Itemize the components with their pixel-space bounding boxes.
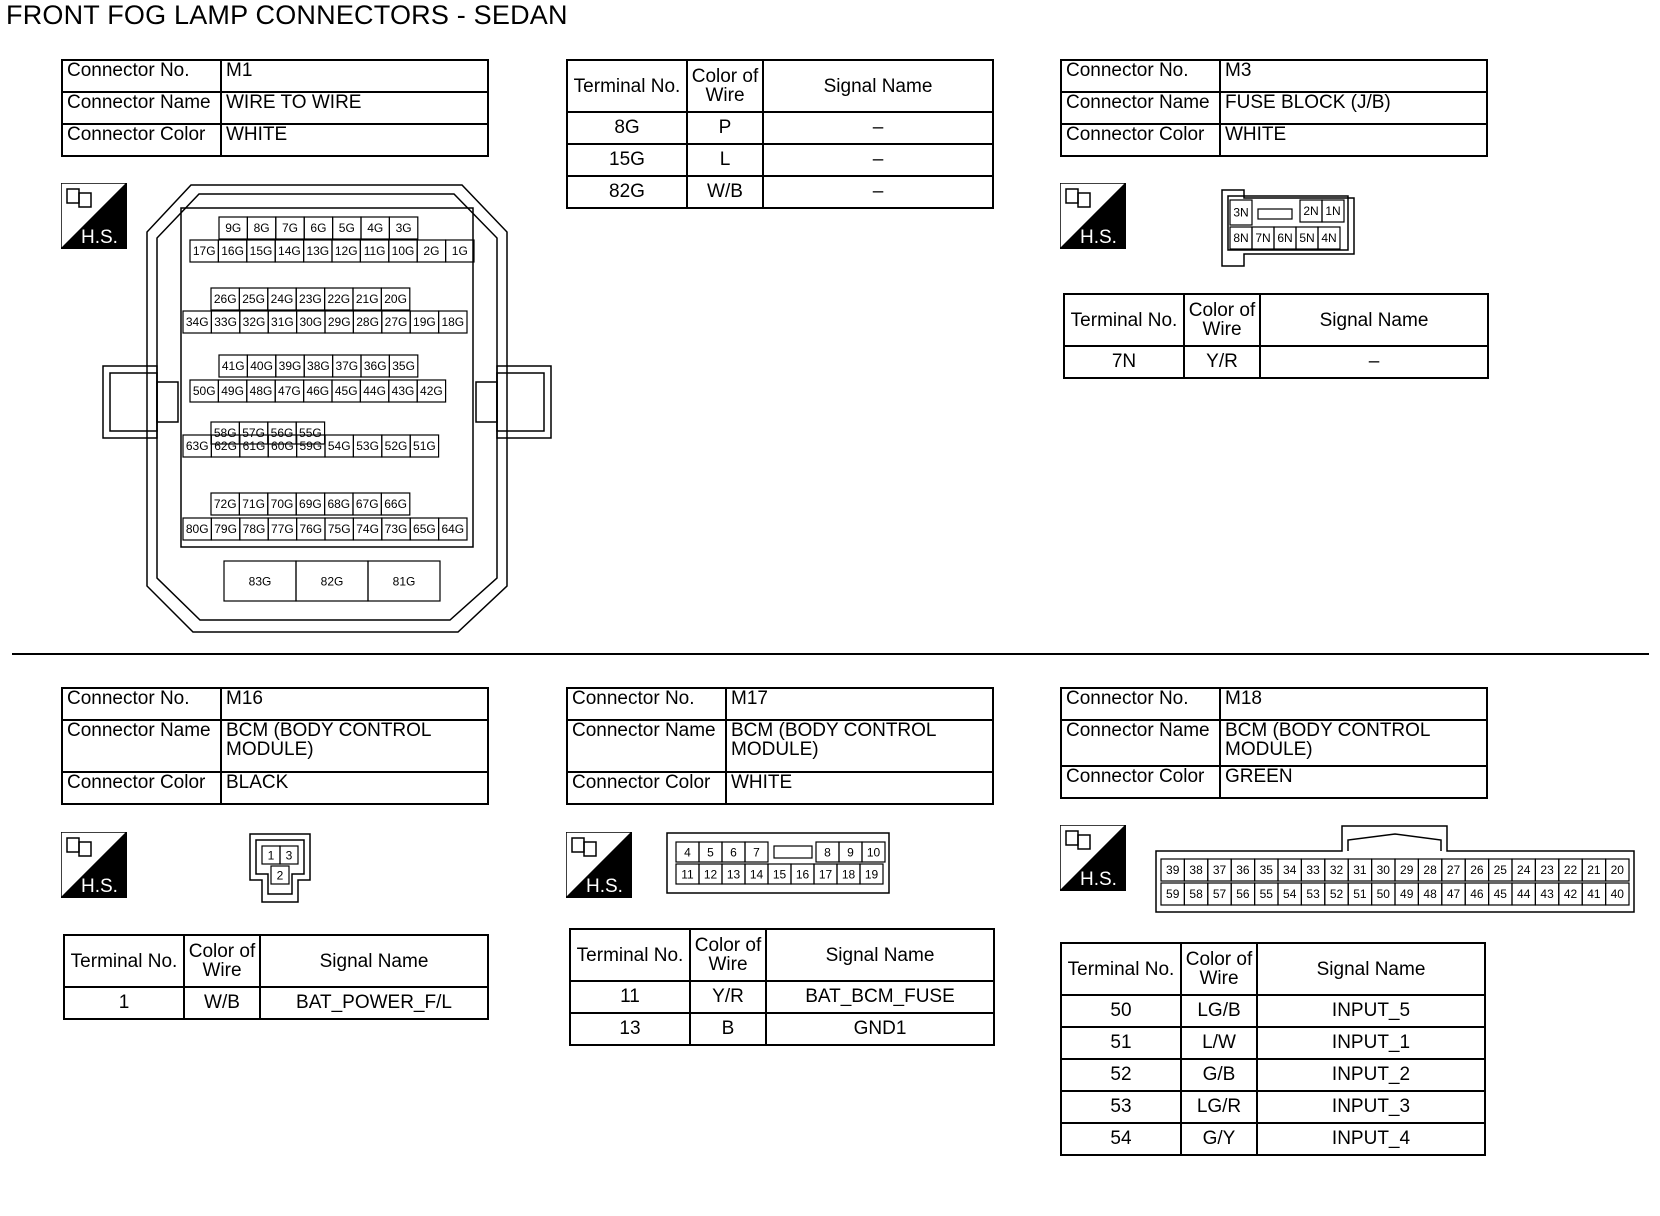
pin-label: 18G xyxy=(441,314,465,329)
pin-label: 46 xyxy=(1470,886,1484,901)
pin-label: 35 xyxy=(1259,862,1273,877)
terminal-cell: 50 xyxy=(1061,995,1181,1027)
pin-label: 21 xyxy=(1587,862,1601,877)
pin-label: 27 xyxy=(1446,862,1461,877)
header-terminal-no: Terminal No. xyxy=(1064,294,1184,346)
m17-info-table xyxy=(566,687,994,805)
hs-label: H.S. xyxy=(1080,869,1117,890)
pin-label: 52G xyxy=(384,438,408,453)
pin-label: 18 xyxy=(841,867,856,882)
pin-label: 32 xyxy=(1329,862,1344,877)
pin-label: 20 xyxy=(1610,862,1624,877)
pin-label: 51 xyxy=(1353,886,1367,901)
pin-label: 6G xyxy=(310,220,327,235)
pin-label: 3N xyxy=(1233,205,1249,220)
pin-label: 7G xyxy=(281,220,299,235)
label-connector-name: Connector Name xyxy=(1061,720,1220,766)
m17-connector-color: WHITE xyxy=(726,772,993,804)
pin-label: 43 xyxy=(1540,886,1554,901)
wire-color-cell: L xyxy=(687,144,763,176)
table-row xyxy=(570,981,994,1013)
pin-label: 40 xyxy=(1610,886,1624,901)
m18-hs-icon xyxy=(1060,825,1126,891)
terminal-cell: 1 xyxy=(64,987,184,1019)
hs-label: H.S. xyxy=(81,876,118,897)
pin-label: 28 xyxy=(1423,862,1437,877)
pin-label: 13 xyxy=(726,867,741,882)
m17-connector-face xyxy=(666,832,890,894)
m16-connector-face xyxy=(248,832,312,904)
pin-label: 78G xyxy=(242,521,266,536)
terminal-cell: 8G xyxy=(567,112,687,144)
pin-label: 58 xyxy=(1189,886,1203,901)
table-row xyxy=(1061,1091,1485,1123)
header-signal-name: Signal Name xyxy=(260,935,488,987)
header-terminal-no: Terminal No. xyxy=(1061,943,1181,995)
m3-connector-color: WHITE xyxy=(1220,124,1487,156)
pin-label: 14 xyxy=(749,867,764,882)
label-connector-no: Connector No. xyxy=(567,688,726,720)
pin-label: 23 xyxy=(1540,862,1554,877)
hs-label: H.S. xyxy=(81,227,118,248)
pin-label: 38G xyxy=(307,358,330,373)
pin-label: 59G xyxy=(299,438,323,453)
pin-label: 62G xyxy=(214,438,237,453)
pin-label: 1G xyxy=(451,243,468,258)
pin-label: 42G xyxy=(420,383,443,398)
pin-label: 15 xyxy=(772,867,787,882)
pin-label: 63G xyxy=(185,438,209,453)
wire-color-cell: Y/R xyxy=(690,981,766,1013)
m17-connector-no: M17 xyxy=(726,688,993,720)
pin-label: 11 xyxy=(681,867,694,882)
pin-label: 8 xyxy=(824,845,831,860)
m17-hs-icon xyxy=(566,832,632,898)
pin-label: 72G xyxy=(213,496,237,511)
pin-label: 24G xyxy=(270,291,294,306)
pin-label: 29G xyxy=(327,314,351,329)
m16-terminal-table xyxy=(63,934,489,1020)
table-row xyxy=(1061,1027,1485,1059)
label-connector-color: Connector Color xyxy=(1061,766,1220,798)
pin-label: 30G xyxy=(299,314,323,329)
hs-label: H.S. xyxy=(586,876,623,897)
pin-label: 56G xyxy=(270,425,294,440)
terminal-cell: 51 xyxy=(1061,1027,1181,1059)
table-row xyxy=(1061,1123,1485,1155)
table-row xyxy=(567,176,993,208)
signal-cell: INPUT_4 xyxy=(1257,1123,1485,1155)
pin-label: 61G xyxy=(242,438,266,453)
pin-label: 34 xyxy=(1283,862,1297,877)
pin-label: 3G xyxy=(395,220,412,235)
terminal-cell: 13 xyxy=(570,1013,690,1045)
section-divider xyxy=(12,653,1649,655)
m3-hs-icon xyxy=(1060,183,1126,249)
pin-label: 16G xyxy=(221,243,244,258)
pin-label: 19G xyxy=(413,314,436,329)
pin-label: 55G xyxy=(299,425,322,440)
pin-label: 13G xyxy=(306,243,330,258)
pin-label: 10 xyxy=(866,845,881,860)
pin-label: 59 xyxy=(1166,886,1180,901)
pin-label: 26G xyxy=(213,291,237,306)
pin-label: 69G xyxy=(299,496,322,511)
table-row xyxy=(1061,995,1485,1027)
pin-label: 33G xyxy=(214,314,237,329)
signal-cell: – xyxy=(763,144,993,176)
m16-info-table xyxy=(61,687,489,805)
label-connector-no: Connector No. xyxy=(62,688,221,720)
terminal-cell: 53 xyxy=(1061,1091,1181,1123)
m18-connector-color: GREEN xyxy=(1220,766,1487,798)
pin-label: 49 xyxy=(1400,886,1414,901)
m1-connector-name: WIRE TO WIRE xyxy=(221,92,488,124)
pin-label: 44 xyxy=(1517,886,1531,901)
signal-cell: BAT_BCM_FUSE xyxy=(766,981,994,1013)
label-connector-name: Connector Name xyxy=(567,720,726,772)
label-connector-name: Connector Name xyxy=(1061,92,1220,124)
pin-label: 30 xyxy=(1376,862,1390,877)
pin-label: 7 xyxy=(753,845,760,860)
pin-label: 76G xyxy=(299,521,323,536)
pin-label: 74G xyxy=(356,521,379,536)
pin-label: 46G xyxy=(306,383,330,398)
pin-label: 27G xyxy=(384,314,408,329)
pin-label: 25G xyxy=(242,291,265,306)
wire-color-cell: G/B xyxy=(1181,1059,1257,1091)
pin-label: 57G xyxy=(242,425,265,440)
pin-label: 54G xyxy=(327,438,351,453)
pin-label: 52 xyxy=(1329,886,1344,901)
pin-label: 4G xyxy=(367,220,384,235)
terminal-cell: 54 xyxy=(1061,1123,1181,1155)
pin-label: 55 xyxy=(1259,886,1273,901)
m16-connector-no: M16 xyxy=(221,688,488,720)
pin-label: 75G xyxy=(327,521,351,536)
pin-label: 40G xyxy=(250,358,273,373)
pin-label: 4N xyxy=(1321,230,1337,245)
pin-label: 77G xyxy=(271,521,294,536)
m1-terminal-table xyxy=(566,59,994,209)
pin-label: 71G xyxy=(242,496,265,511)
m3-terminal-table xyxy=(1063,293,1489,379)
pin-label: 33 xyxy=(1306,862,1320,877)
pin-label: 83G xyxy=(248,574,272,589)
pin-label: 39 xyxy=(1166,862,1180,877)
m3-info-table xyxy=(1060,59,1488,157)
header-terminal-no: Terminal No. xyxy=(64,935,184,987)
pin-label: 1 xyxy=(267,848,275,863)
pin-label: 36 xyxy=(1236,862,1250,877)
label-connector-color: Connector Color xyxy=(62,772,221,804)
header-signal-name: Signal Name xyxy=(766,929,994,981)
pin-label: 19 xyxy=(864,867,879,882)
pin-label: 17 xyxy=(818,867,833,882)
table-row xyxy=(570,1013,994,1045)
pin-label: 57 xyxy=(1212,886,1227,901)
wire-color-cell: W/B xyxy=(184,987,260,1019)
pin-label: 31 xyxy=(1353,862,1367,877)
m18-connector-face xyxy=(1155,824,1635,914)
pin-label: 5N xyxy=(1299,230,1315,245)
pin-label: 14G xyxy=(278,243,301,258)
pin-label: 4 xyxy=(684,845,691,860)
wire-color-cell: Y/R xyxy=(1184,346,1260,378)
table-row xyxy=(1061,1059,1485,1091)
signal-cell: INPUT_5 xyxy=(1257,995,1485,1027)
m16-connector-color: BLACK xyxy=(221,772,488,804)
page-title: FRONT FOG LAMP CONNECTORS - SEDAN xyxy=(6,0,568,30)
pin-label: 22G xyxy=(327,291,351,306)
header-signal-name: Signal Name xyxy=(1257,943,1485,995)
pin-label: 41G xyxy=(221,358,245,373)
signal-cell: BAT_POWER_F/L xyxy=(260,987,488,1019)
pin-label: 44G xyxy=(363,383,386,398)
pin-label: 31G xyxy=(271,314,294,329)
pin-label: 60G xyxy=(271,438,294,453)
pin-label: 28G xyxy=(356,314,379,329)
pin-label: 45G xyxy=(334,383,358,398)
wire-color-cell: LG/R xyxy=(1181,1091,1257,1123)
pin-label: 22 xyxy=(1563,862,1578,877)
pin-label: 8G xyxy=(253,220,270,235)
pin-label: 10G xyxy=(391,243,415,258)
pin-label: 41 xyxy=(1587,886,1601,901)
pin-label: 56 xyxy=(1236,886,1250,901)
pin-label: 58G xyxy=(213,425,237,440)
pin-label: 12 xyxy=(703,867,718,882)
header-terminal-no: Terminal No. xyxy=(570,929,690,981)
pin-label: 43G xyxy=(391,383,415,398)
signal-cell: INPUT_1 xyxy=(1257,1027,1485,1059)
m18-terminal-table xyxy=(1060,942,1486,1156)
pin-label: 2G xyxy=(423,243,440,258)
table-row xyxy=(567,144,993,176)
label-connector-no: Connector No. xyxy=(1061,60,1220,92)
pin-label: 67G xyxy=(355,496,379,511)
header-color-of-wire: Color of Wire xyxy=(1184,294,1260,346)
pin-label: 15G xyxy=(249,243,273,258)
pin-label: 6 xyxy=(730,845,737,860)
pin-label: 1N xyxy=(1325,203,1341,218)
m17-pin-grid xyxy=(676,842,885,884)
label-connector-no: Connector No. xyxy=(62,60,221,92)
m18-connector-name: BCM (BODY CONTROL MODULE) xyxy=(1220,720,1487,766)
pin-label: 68G xyxy=(327,496,351,511)
pin-label: 49G xyxy=(221,383,244,398)
m1-connector-no: M1 xyxy=(221,60,488,92)
pin-label: 23G xyxy=(299,291,322,306)
m18-pin-grid xyxy=(1161,859,1629,905)
pin-label: 73G xyxy=(384,521,408,536)
pin-label: 2 xyxy=(276,868,284,883)
signal-cell: INPUT_2 xyxy=(1257,1059,1485,1091)
wire-color-cell: P xyxy=(687,112,763,144)
header-color-of-wire: Color of Wire xyxy=(687,60,763,112)
pin-label: 64G xyxy=(441,521,465,536)
pin-label: 82G xyxy=(320,574,344,589)
terminal-cell: 11 xyxy=(570,981,690,1013)
pin-label: 47 xyxy=(1446,886,1461,901)
pin-label: 5 xyxy=(707,845,714,860)
pin-label: 32G xyxy=(242,314,266,329)
pin-label: 5G xyxy=(338,220,355,235)
header-color-of-wire: Color of Wire xyxy=(1181,943,1257,995)
pin-label: 47G xyxy=(278,383,301,398)
pin-label: 7N xyxy=(1255,230,1271,245)
pin-label: 39G xyxy=(278,358,302,373)
pin-label: 24 xyxy=(1517,862,1531,877)
pin-label: 35G xyxy=(392,358,415,373)
label-connector-no: Connector No. xyxy=(1061,688,1220,720)
pin-label: 37 xyxy=(1212,862,1227,877)
m1-pin-grid xyxy=(183,217,474,601)
m3-connector-name: FUSE BLOCK (J/B) xyxy=(1220,92,1487,124)
pin-label: 81G xyxy=(392,574,416,589)
pin-label: 42 xyxy=(1563,886,1578,901)
pin-label: 34G xyxy=(185,314,209,329)
m16-connector-name: BCM (BODY CONTROL MODULE) xyxy=(221,720,488,772)
pin-label: 21G xyxy=(355,291,379,306)
pin-label: 80G xyxy=(185,521,209,536)
signal-cell: – xyxy=(763,176,993,208)
pin-label: 66G xyxy=(384,496,407,511)
m3-connector-no: M3 xyxy=(1220,60,1487,92)
terminal-cell: 52 xyxy=(1061,1059,1181,1091)
pin-label: 26 xyxy=(1470,862,1484,877)
pin-label: 17G xyxy=(192,243,216,258)
header-signal-name: Signal Name xyxy=(1260,294,1488,346)
pin-label: 79G xyxy=(214,521,237,536)
table-row xyxy=(1064,346,1488,378)
m18-info-table xyxy=(1060,687,1488,799)
pin-label: 38 xyxy=(1189,862,1203,877)
m1-connector-color: WHITE xyxy=(221,124,488,156)
signal-cell: – xyxy=(763,112,993,144)
label-connector-name: Connector Name xyxy=(62,720,221,772)
pin-label: 2N xyxy=(1303,203,1319,218)
header-color-of-wire: Color of Wire xyxy=(184,935,260,987)
pin-label: 11G xyxy=(363,243,386,258)
pin-label: 37G xyxy=(335,358,359,373)
pin-label: 6N xyxy=(1277,230,1293,245)
pin-label: 9 xyxy=(847,845,854,860)
pin-label: 25 xyxy=(1493,862,1507,877)
pin-label: 53 xyxy=(1306,886,1320,901)
m17-connector-name: BCM (BODY CONTROL MODULE) xyxy=(726,720,993,772)
label-connector-name: Connector Name xyxy=(62,92,221,124)
pin-label: 50 xyxy=(1376,886,1390,901)
pin-label: 48 xyxy=(1423,886,1437,901)
pin-label: 8N xyxy=(1233,230,1249,245)
signal-cell: GND1 xyxy=(766,1013,994,1045)
pin-label: 16 xyxy=(795,867,810,882)
label-connector-color: Connector Color xyxy=(62,124,221,156)
wire-color-cell: LG/B xyxy=(1181,995,1257,1027)
pin-label: 3 xyxy=(285,848,293,863)
connector-key-slot xyxy=(1258,209,1292,219)
table-row xyxy=(64,987,488,1019)
header-terminal-no: Terminal No. xyxy=(567,60,687,112)
wire-color-cell: G/Y xyxy=(1181,1123,1257,1155)
pin-label: 45 xyxy=(1493,886,1507,901)
pin-label: 54 xyxy=(1283,886,1297,901)
pin-label: 48G xyxy=(249,383,273,398)
label-connector-color: Connector Color xyxy=(1061,124,1220,156)
m3-connector-face xyxy=(1220,188,1355,268)
header-color-of-wire: Color of Wire xyxy=(690,929,766,981)
m16-hs-icon xyxy=(61,832,127,898)
pin-label: 9G xyxy=(225,220,242,235)
pin-label: 50G xyxy=(192,383,216,398)
wire-color-cell: L/W xyxy=(1181,1027,1257,1059)
signal-cell: – xyxy=(1260,346,1488,378)
pin-label: 51G xyxy=(413,438,436,453)
header-signal-name: Signal Name xyxy=(763,60,993,112)
m17-terminal-table xyxy=(569,928,995,1046)
connector-key-slot xyxy=(774,846,812,858)
label-connector-color: Connector Color xyxy=(567,772,726,804)
pin-label: 29 xyxy=(1400,862,1414,877)
pin-label: 65G xyxy=(413,521,436,536)
m3-pin-grid xyxy=(1230,200,1344,249)
terminal-cell: 7N xyxy=(1064,346,1184,378)
terminal-cell: 15G xyxy=(567,144,687,176)
pin-label: 70G xyxy=(270,496,294,511)
m18-connector-no: M18 xyxy=(1220,688,1487,720)
terminal-cell: 82G xyxy=(567,176,687,208)
signal-cell: INPUT_3 xyxy=(1257,1091,1485,1123)
hs-label: H.S. xyxy=(1080,227,1117,248)
pin-label: 20G xyxy=(384,291,407,306)
pin-label: 53G xyxy=(356,438,379,453)
pin-label: 12G xyxy=(334,243,358,258)
wire-color-cell: W/B xyxy=(687,176,763,208)
pin-label: 36G xyxy=(363,358,387,373)
table-row xyxy=(567,112,993,144)
wire-color-cell: B xyxy=(690,1013,766,1045)
